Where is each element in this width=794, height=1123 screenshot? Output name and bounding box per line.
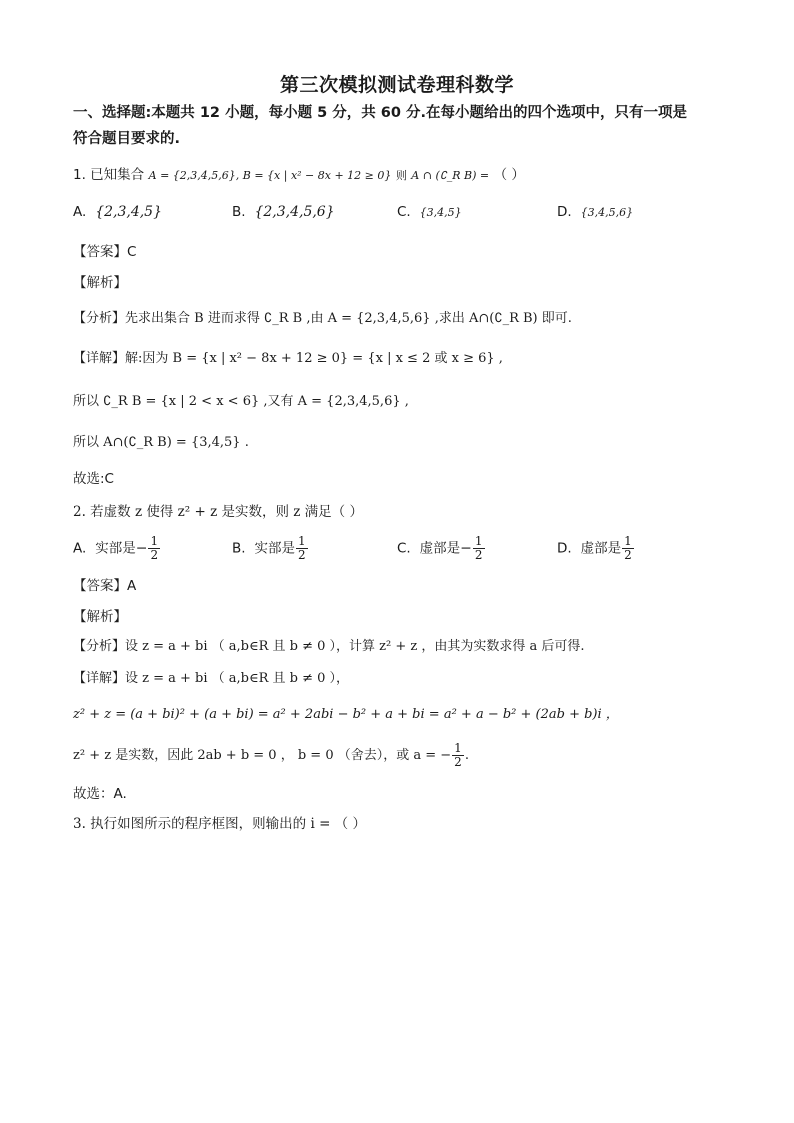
q1-option-b: B. {2,3,4,5,6} xyxy=(232,204,335,220)
q2-fenxi: 【分析】设 z = a + bi （ a,b∈R 且 b ≠ 0 ），计算 z² + z ，由其为实数求得 a 后可得. xyxy=(73,639,585,654)
page-title: 第三次模拟测试卷理科数学 xyxy=(279,74,514,96)
q2-real-condition: z² + z 是实数，因此 2ab + b = 0 ， b = 0 （舍去），或 a = − $\frac{1}{2}$ . xyxy=(73,741,469,769)
q2-expand: z² + z = (a + bi)² + (a + bi) = a² + 2abi − b² + a + bi = a² + a − b² + (2ab + b)i ， xyxy=(73,707,619,722)
fraction: $\frac{1}{2}$ xyxy=(150,534,159,562)
fraction: $\frac{1}{2}$ xyxy=(454,741,462,769)
q1-option-c: C. {3,4,5} xyxy=(397,204,462,220)
q1-option-a: A. {2,3,4,5} xyxy=(73,204,162,220)
fraction: $\frac{1}{2}$ xyxy=(624,534,632,562)
q1-option-d: D. {3,4,5,6} xyxy=(557,204,634,220)
q1-stem-math: A = {2,3,4,5,6}, B = {x | x² − 8x + 12 ≥ 0} xyxy=(148,169,392,182)
q1-step3: 所以 A∩(∁_R B) = {3,4,5} . xyxy=(73,435,249,450)
question-2-stem: 2. 若虚数 z 使得 z² + z 是实数，则 z 满足（ ） xyxy=(73,504,363,520)
q1-xiangjie: 【详解】解:因为 B = {x | x² − 8x + 12 ≥ 0} = {x | x ≤ 2 或 x ≥ 6} , xyxy=(73,351,503,366)
fraction: $\frac{1}{2}$ xyxy=(474,534,483,562)
q2-answer: 【答案】A xyxy=(73,578,137,594)
section-heading-line1: 一、选择题:本题共 12 小题，每小题 5 分，共 60 分.在每小题给出的四个选项中，只有一项是 xyxy=(73,105,688,121)
q1-answer: 【答案】C xyxy=(73,244,137,260)
q1-stem-mid: 则 xyxy=(395,169,407,182)
q1-stem-tail: A ∩ (∁_R B) = xyxy=(411,169,490,182)
q2-option-c: C. 虚部是− $\frac{1}{2}$ xyxy=(397,534,483,562)
question-3-stem: 3. 执行如图所示的程序框图，则输出的 i = （ ） xyxy=(73,816,366,832)
q2-option-a: A. 实部是− $\frac{1}{2}$ xyxy=(73,534,159,562)
q2-xiangjie: 【详解】设 z = a + bi （ a,b∈R 且 b ≠ 0 ）， xyxy=(73,671,350,686)
question-1-stem xyxy=(73,165,525,186)
q1-fenxi: 【分析】先求出集合 B 进而求得 ∁_R B ,由 A = {2,3,4,5,6} ,求出 A∩(∁_R B) 即可. xyxy=(73,311,572,326)
q2-option-d: D. 虚部是 $\frac{1}{2}$ xyxy=(557,534,632,562)
section-heading-line2: 符合题目要求的. xyxy=(73,131,181,147)
q2-analysis-label: 【解析】 xyxy=(73,609,127,625)
q1-analysis-label: 【解析】 xyxy=(73,275,127,291)
q1-stem-prefix: 1. 已知集合 xyxy=(73,167,145,183)
q1-step2: 所以 ∁_R B = {x | 2 < x < 6} ,又有 A = {2,3,4,5,6} , xyxy=(73,394,409,409)
q1-answer-paren: （ ） xyxy=(493,167,525,183)
q2-choose: 故选：A. xyxy=(73,786,127,802)
q1-choose: 故选:C xyxy=(73,471,114,487)
q2-option-b: B. 实部是 $\frac{1}{2}$ xyxy=(232,534,306,562)
fraction: $\frac{1}{2}$ xyxy=(297,534,306,562)
